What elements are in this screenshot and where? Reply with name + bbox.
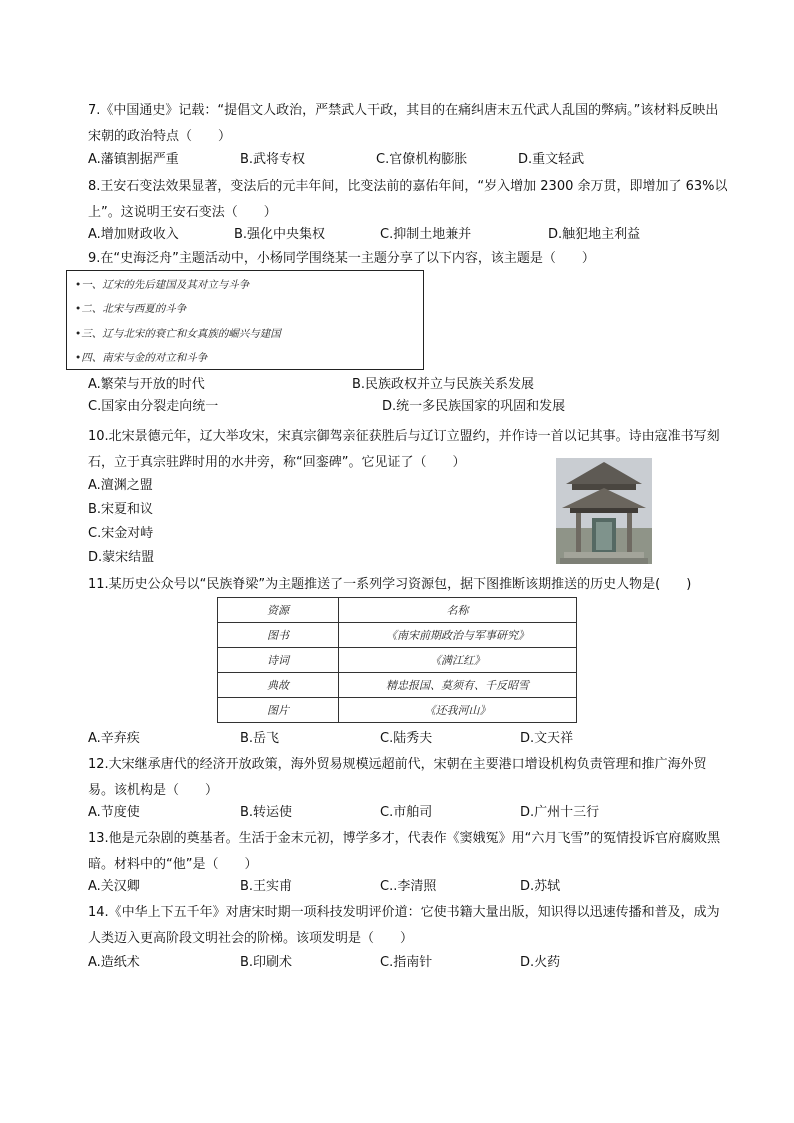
q10-option-c: C.宋金对峙 xyxy=(88,526,154,541)
table-row xyxy=(218,623,577,648)
table-header-name: 名称 xyxy=(339,598,577,623)
table-cell: 《还我河山》 xyxy=(339,698,577,723)
q9-option-c: C.国家由分裂走向统一 xyxy=(88,399,219,414)
q9-content-box xyxy=(66,270,424,370)
q13-option-a: A.关汉卿 xyxy=(88,879,140,894)
q14-option-d: D.火药 xyxy=(520,955,561,970)
table-cell: 图片 xyxy=(218,698,339,723)
q9-box-line-3: •三、辽与北宋的衰亡和女真族的崛兴与建国 xyxy=(75,328,281,340)
table-cell: 《满江红》 xyxy=(339,648,577,673)
q13-option-b: B.王实甫 xyxy=(240,879,293,894)
question-12-text: 12.大宋继承唐代的经济开放政策，海外贸易规模远超前代，宋朝在主要港口增设机构负责管理和推广海外贸易。该机构是（ ） xyxy=(88,757,707,798)
pavilion-image xyxy=(556,458,652,564)
q9-box-line-2: •二、北宋与西夏的斗争 xyxy=(75,303,187,315)
huiluan-stele-photo xyxy=(556,458,652,564)
question-11-text: 11.某历史公众号以“民族脊梁”为主题推送了一系列学习资源包，据下图推断该期推送的历史人物是( ) xyxy=(88,577,692,592)
question-14-options xyxy=(88,953,728,973)
question-13-options xyxy=(88,877,728,897)
table-cell: 精忠报国、莫须有、千反昭雪 xyxy=(339,673,577,698)
question-13-text: 13.他是元杂剧的奠基者。生活于金末元初，博学多才，代表作《窦娥冤》用“六月飞雪”的冤情投诉官府腐败黑暗。材料中的“他”是（ ） xyxy=(88,831,721,872)
q14-option-c: C.指南针 xyxy=(380,955,433,970)
q8-option-a: A.增加财政收入 xyxy=(88,227,179,242)
question-7-options xyxy=(88,150,728,170)
question-7-text: 7.《中国通史》记载：“提倡文人政治，严禁武人干政，其目的在痛纠唐末五代武人乱国的弊病。”该材料反映出宋朝的政治特点（ ） xyxy=(88,103,719,144)
question-11-options xyxy=(88,729,728,749)
q13-option-c: C..李清照 xyxy=(380,879,437,894)
q11-option-c: C.陆秀夫 xyxy=(380,731,433,746)
q7-option-c: C.官僚机构膨胀 xyxy=(376,152,468,167)
table-cell: 诗词 xyxy=(218,648,339,673)
table-cell: 《南宋前期政治与军事研究》 xyxy=(339,623,577,648)
q9-option-b: B.民族政权并立与民族关系发展 xyxy=(352,377,535,392)
q9-box-line-4: •四、南宋与金的对立和斗争 xyxy=(75,352,208,364)
q12-option-b: B.转运使 xyxy=(240,805,293,820)
question-8-options xyxy=(88,225,728,245)
q12-option-a: A.节度使 xyxy=(88,805,140,820)
q9-box-line-1: •一、辽宋的先后建国及其对立与斗争 xyxy=(75,279,250,291)
q8-option-d: D.触犯地主利益 xyxy=(548,227,641,242)
q13-option-d: D.苏轼 xyxy=(520,879,561,894)
question-9-options-row2 xyxy=(88,397,728,417)
question-8-text: 8.王安石变法效果显著，变法后的元丰年间，比变法前的嘉佑年间，“岁入增加 2300 余万贯，即增加了 63%以上”。这说明王安石变法（ ） xyxy=(88,179,728,220)
table-row xyxy=(218,673,577,698)
q7-option-d: D.重文轻武 xyxy=(518,152,585,167)
table-row xyxy=(218,648,577,673)
question-12-options xyxy=(88,803,728,823)
q11-option-a: A.辛弃疾 xyxy=(88,731,140,746)
q9-option-a: A.繁荣与开放的时代 xyxy=(88,377,205,392)
question-9-text: 9.在“史海泛舟”主题活动中，小杨同学围绕某一主题分享了以下内容，该主题是（ ） xyxy=(88,251,595,266)
q14-option-b: B.印刷术 xyxy=(240,955,293,970)
q12-option-c: C.市舶司 xyxy=(380,805,433,820)
q9-option-d: D.统一多民族国家的巩固和发展 xyxy=(382,399,566,414)
q10-option-a: A.澶渊之盟 xyxy=(88,478,153,493)
question-10-options xyxy=(88,474,154,570)
q8-option-c: C.抑制土地兼并 xyxy=(380,227,472,242)
table-row xyxy=(218,698,577,723)
q8-option-b: B.强化中央集权 xyxy=(234,227,326,242)
q10-option-d: D.蒙宋结盟 xyxy=(88,550,155,565)
question-9-options-row1 xyxy=(88,375,728,395)
question-14-text: 14.《中华上下五千年》对唐宋时期一项科技发明评价道：它使书籍大量出版，知识得以迅速传播和普及，成为人类迈入更高阶段文明社会的阶梯。该项发明是（ ） xyxy=(88,905,720,946)
q7-option-a: A.藩镇割据严重 xyxy=(88,152,179,167)
q12-option-d: D.广州十三行 xyxy=(520,805,600,820)
table-header-row xyxy=(218,598,577,623)
table-header-resource: 资源 xyxy=(218,598,339,623)
q10-option-b: B.宋夏和议 xyxy=(88,502,154,517)
q11-option-d: D.文天祥 xyxy=(520,731,574,746)
question-10-text: 10.北宋景德元年，辽大举攻宋，宋真宗御驾亲征获胜后与辽订立盟约，并作诗一首以记其事。诗由寇准书写刻石，立于真宗驻跸时用的水井旁，称“回銮碑”。它见证了（ ） xyxy=(88,429,720,470)
q11-resource-table xyxy=(217,597,577,723)
q11-option-b: B.岳飞 xyxy=(240,731,280,746)
table-cell: 典故 xyxy=(218,673,339,698)
table-cell: 图书 xyxy=(218,623,339,648)
q7-option-b: B.武将专权 xyxy=(240,152,306,167)
q14-option-a: A.造纸术 xyxy=(88,955,140,970)
